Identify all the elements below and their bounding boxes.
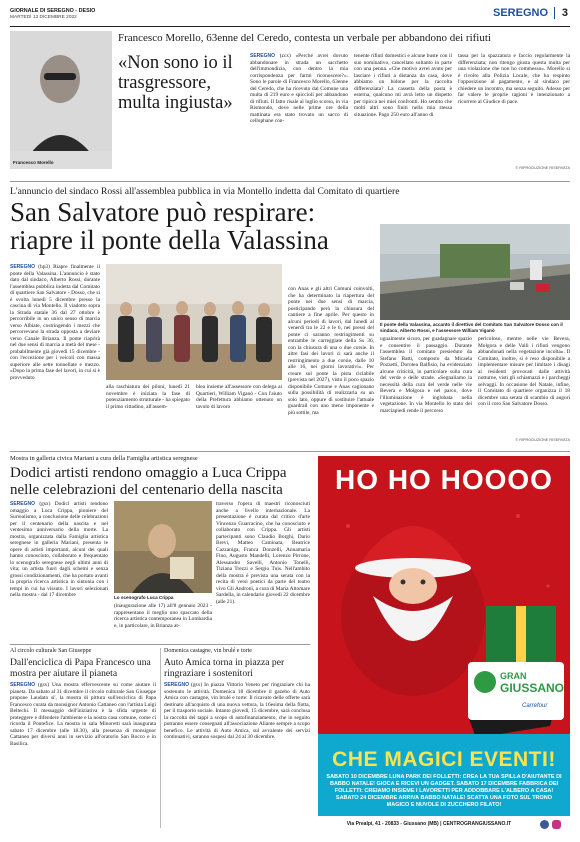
article-kicker: Mostra in galleria civica Mariani a cura della Famiglia artistica seregnese <box>10 455 198 462</box>
article-column-1 <box>10 264 100 442</box>
article-column-5: ugualmente sicuro, per guadagnare spazio e consentire il passaggio. Durante l'assemblea il comitato presieduto da Stefano Batti, composto da Micaela Pozzetti, Dorotea Balfisio, ha evidenziato alcune criticità, in particolare sulla cura del verde e delle strade. «Segnaliamo la necessità della cura del verde nelle vie Bevera e Molgora e nel parco, dove l'illuminazione è inglobata nella vegetazione. In via Montello lo stato dei marciapiedi rende il percorso <box>380 336 472 414</box>
ad-events-text: SABATO 10 DICEMBRE LUNA PARK DEI FOLLETTI: CREA LA TUA SPILLA D'AIUTANTE DI BABBO NATALE! GIOCA E RICEVI UN GADGET. SABATO 17 DICEMBRE FABBRICA DEI FOLLETTI: CREIAMO INSIEME I LAVORETTI PER ADDOBBARE L'ALBERO A CASA! SABATO 24 DICEMBRE ARRIVA BABBO NATALE! SCATTA UNA FOTO SUL TRONO MAGICO E NUVOLE DI ZUCCHERO FILATO! <box>326 774 562 808</box>
gran-giussano-logo[interactable] <box>468 662 564 720</box>
section-divider <box>10 644 310 645</box>
ad-slogan: CHE MAGICI EVENTI! <box>332 748 556 771</box>
ad-address[interactable]: Via Prealpi, 41 - 20833 - Giussano (MB) | CENTROGRANGIUSSANO.IT <box>346 821 512 827</box>
dateline: SEREGNO <box>250 53 276 59</box>
copyright-note: © RIPRODUZIONE RISERVATA <box>515 166 570 170</box>
committee-photo <box>106 264 282 380</box>
article-ponte <box>10 186 570 448</box>
article-column-1 <box>250 53 348 171</box>
article-column-3: tassa per la spazzatura e faccio regolarmente la differenziata; non ritengo giusta questa multa per una violazione che non ho commesso». Morello si è rivolto alla Polizia Locale, che ha respinto l'opposizione al pagamento, e al sindaco per chiedere un incontro, ma senza seguito. Adesso per far valere le proprie ragioni è intenzionato a ricorrere al Giudice di pace. <box>458 53 570 105</box>
article-column-2: (inaugurazione alle 17) all'8 gennaio 2023 - rappresentano il meglio uno spaccato della ricerca artistica contemporanea in Lombardia e, in particolare, in Brianza at- <box>114 603 212 629</box>
crippa-photo <box>114 501 212 593</box>
article-kicker: L'annuncio del sindaco Rossi all'assemblea pubblica in via Montello indetta dal Comitato di quartiere <box>10 186 400 197</box>
article-auto-amica <box>164 648 310 836</box>
article-crippa <box>10 455 310 629</box>
photo-caption: Francesco Morello <box>13 160 54 165</box>
christmas-advertisement[interactable] <box>318 456 570 834</box>
newspaper-name: GIORNALE DI SEREGNO - DESIO <box>10 8 96 14</box>
bridge-photo-caption: Il ponte della Valassina, accanto il direttivo del Comitato San Salvatore Dosso con il sindaco, Alberto Rossi, e l'assessore William Viganò <box>380 322 563 333</box>
article-column-4: con Anas e gli altri Comuni coinvolti, che ha determinato la riapertura del ponte nei due sensi di marcia, posticipando però la chiusura del cantiere a fine aprile. Per questo in alcuni periodi di lavori, dal lunedì al venerdì tra le 22 e le 6, nei pressi del ponte ci saranno restringimenti su entrambe le carreggiate della Ss 36, con la chiusura di una o due corsie. In altre fasi dei lavori ci sarà anche il restringimento a due corsie, dalle 10 alle 16, nei giorni lavorativi». Per creare sul ponte la pista ciclabile (prevista nel 2027), visto il poco spazio disponibile Comune e Anas cagionano sulla possibilità di realizzarla su un solo lato, oppure di sostituire l'attuale guardrail con uno meno imponente e più sottile, ma <box>288 286 374 416</box>
portrait-image <box>114 501 212 593</box>
facebook-icon[interactable] <box>540 820 549 829</box>
article-column-6: pericoloso, mentre nelle vie Bevera, Molgora e delle Valli i rifiuti vengono abbandonati nella vegetazione incolta». Il Comitato, inoltre, si è reso disponibile a implementare misure per limitare i disagi ai residenti provocati dalle attività notturne, visti gli schiamazzi e i parcheggi selvaggi. In occasione del Natale, infine, il Comitato di quartiere organizza il 18 dicembre una serata di scambio di auguri con il coro San Salvatore Dosso. <box>478 336 570 407</box>
article-column-1 <box>10 682 156 832</box>
section-divider <box>10 181 570 182</box>
article-title: Auto Amica torna in piazza per ringraziare i sostenitori <box>164 657 285 679</box>
article-kicker: Al circolo culturale San Giuseppe <box>10 648 92 654</box>
copyright-note: © RIPRODUZIONE RISERVATA <box>515 438 570 442</box>
column-text: (hp3) Riapre finalmente il ponte della Valassina. L'annuncio è stato dato dal sindaco, Alberto Rossi, durante l'assemblea pubblica indetta dal Comitato di quartiere San Salvatore - Dosso, che si è svolta lunedì 5 dicembre presso la cascina di via Montello. Il viadotto sopra la Strada statale 36 dal 27 ottobre è percorribile in un unico senso di marcia verso Albiate, costringendo i mezzi che percorrevano la strada opposta a deviare verso Canale Brianza. Il ponte riaprirà nel due sensi di marcia a metà del mese - probabilmente già giovedì 15 dicembre - con l'eccezione per i veicoli con massa superiore alle sette tonnellate e mezzo. «Dopo la prima fase del lavori, in cui si è provveduto <box>10 264 100 381</box>
dateline: SEREGNO <box>164 682 190 688</box>
article-title: San Salvatore può respirare: riapre il ponte della Valassina <box>10 197 329 255</box>
dateline: SEREGNO <box>10 264 36 270</box>
photo-caption: Lo scenografo Luca Crippa <box>114 595 174 600</box>
column-text: (zcx) «Perché avrei dovuto abbandonare in strada un sacchetto dell'immondizia, con dentro la mia corrispondenza per farmi riconoscere?». Sono le parole di Francesco Morello, 63enne del Ceredo, che ha ricevuto dal Comune una multa di 219 euro e spiccioli per abbandono di rifiuti. Il fatto risale al luglio scorso, in via Rismondo, dove nelle prime ore della mattinata era stato trovato un sacco di cellophane con- <box>250 53 348 124</box>
dateline: SEREGNO <box>10 682 36 688</box>
article-laudato <box>10 648 156 836</box>
column-text: (gsx) Una mostra effervescente su come aiutare il pianeta. Da sabato al 31 dicembre il circolo culturale San Giuseppe propone Laudato si', la mostra di pittura sull'enciclica di Papa Francesco curata da monsignor Antonio Cattaneo con l'artista Luigi Beltechi. Il messaggio dell'iniziativa è la sfida urgente di proteggere e difendere l'ambiente e la nostra casa comune, come ci ricorda il Pontefice. La mostra in sala Minoretti sarà inaugurata sabato 17 dicembre (alle 18.30), alla presenza di monsignor Cattaneo per diversi anni in servizio all'oratorio San Rocco e in Basilica. <box>10 682 156 747</box>
ad-headline: HO HO HOOOO <box>335 464 553 495</box>
article-morello <box>10 31 570 179</box>
morello-photo <box>10 31 112 169</box>
article-title: Francesco Morello, 63enne del Ceredo, contesta un verbale per abbandono dei rifiuti <box>118 32 491 44</box>
issue-date: MARTEDÌ 13 DICEMBRE 2022 <box>10 15 77 20</box>
page-number: 3 <box>561 7 568 19</box>
section-divider <box>10 451 570 452</box>
sponsor-name: Carrefour <box>522 703 548 709</box>
bridge-image <box>380 224 570 320</box>
logo-brand-top: GRAN <box>500 671 527 681</box>
pull-quote: «Non sono io il trasgressore, multa ingiusta» <box>118 53 233 113</box>
article-column-3: blea insieme all'assessore con delega ai Quartieri, William Viganò - Con l'aiuto della Prefettura abbiamo ottenuto un tavolo di lavoro <box>196 384 282 410</box>
article-kicker: Domenica castagne, vin brulé e torte <box>164 648 252 654</box>
article-title: Dodici artisti rendono omaggio a Luca Crippa nelle celebrazioni del centenario della nascita <box>10 465 287 498</box>
instagram-icon[interactable] <box>552 820 561 829</box>
column-text: (gsx) In piazza Vittorio Veneto per ringraziare chi ha sostenuto le attività. Domenica 18 dicembre il gazebo di Auto Amica con castagne, vin brulé e torte: Il ricavato delle offerte sarà destinato all'acquisto di una nuova vettura, la 16esima della flotta, per il trasporto sociale. Intanto giovedì, 15 dicembre, sarà conclusa la raccolta dei tappi a scopo di autofinanziamento, che in seguito potranno essere consegnati all'associazione Aliante sempre a scopo benefico. Le attività di Auto Amica, sul avvalente dei servizi continuativi, saranno sospesi dal 24 al 30 dicembre. <box>164 682 310 740</box>
article-column-1 <box>164 682 310 832</box>
logo-brand-bottom: GIUSSANO <box>500 681 565 695</box>
article-column-2: alla raschiatura dei piloni, lunedì 21 novembre è iniziata la fase di potenziamento strutturale - ha spiegato il primo cittadino, all'assem- <box>106 384 190 410</box>
column-text: (gsx) Dodici artisti rendono omaggio a Luca Crippa, pioniere del Surrealismo, a conclusione delle celebrazioni per il centenario della nascita e nel ventesimo anniversario della morte. La mostra, organizzata dalla Famiglia artistica seregnese in galleria Mariani, presenta le opere di artisti importanti, alcuni dei quali hanno conosciuto, collaborato e frequentato lo scenografo seregnese negli ultimi anni di vita; un artista fuori dagli schemi e senza grossi condizionamenti, che ha portato avanti la propria ricerca artistica in sintonia con i tempi in cui ha vissuto. I lavori selezionati nella mostra - dal 17 dicembre <box>10 501 108 598</box>
group-photo-image <box>106 264 282 380</box>
bridge-photo <box>380 224 570 320</box>
column-divider <box>160 648 161 828</box>
header-divider <box>554 7 555 19</box>
article-column-1 <box>10 501 108 625</box>
article-column-2: tenente rifiuti domestici e alcune buste con il suo nominativo, cancellato soltanto in parte con una penna. «Che motivo avrei avuto per lasciare i rifiuti a distanza da casa, dove abbiamo un bidone per la raccolta differenziata? La cassetta della posta è esterna, qualcuno mi avrà letto un dispetto per ripicca nei miei confronti. Ho sentito che molti altri sono finiti nella mia stessa situazione. Pago 250 euro all'anno di <box>354 53 452 118</box>
header-rule <box>10 26 570 27</box>
dateline: SEREGNO <box>10 501 36 507</box>
article-column-3: traverso l'opera di maestri riconosciuti anche a livello internazionale. La presentazione è curata dal critico d'arte Vincenzo Guarracino, che ha conosciuto e collaborato con Crippa. Gli artisti partecipanti sono Claudio Borghi, Dario Brevi, Matteo Caminata, Beatrice Cazzaniga, Franca Donzelli, Annamaria Fino, Augusto Mandelli, Lorenzo Pirrone, Alessandro Savelli, Antonio Tonelli, Tiziana Trezzi e Sergio Tuis. Nell'ambito della mostra è prevista una serata con la recita di versi poetici da parte del teatro vivo Gli Androni, a cura di Maria Altomare Sardella, in calendario giovedì 22 dicembre (alle 21). <box>216 501 310 605</box>
section-name: SEREGNO <box>492 7 548 19</box>
ad-footer <box>318 816 570 834</box>
page-header <box>10 6 570 24</box>
article-title: Dall'enciclica di Papa Francesco una mostra per aiutare il pianeta <box>10 657 151 679</box>
logo-mark-icon <box>474 671 496 693</box>
portrait-image <box>10 31 112 169</box>
